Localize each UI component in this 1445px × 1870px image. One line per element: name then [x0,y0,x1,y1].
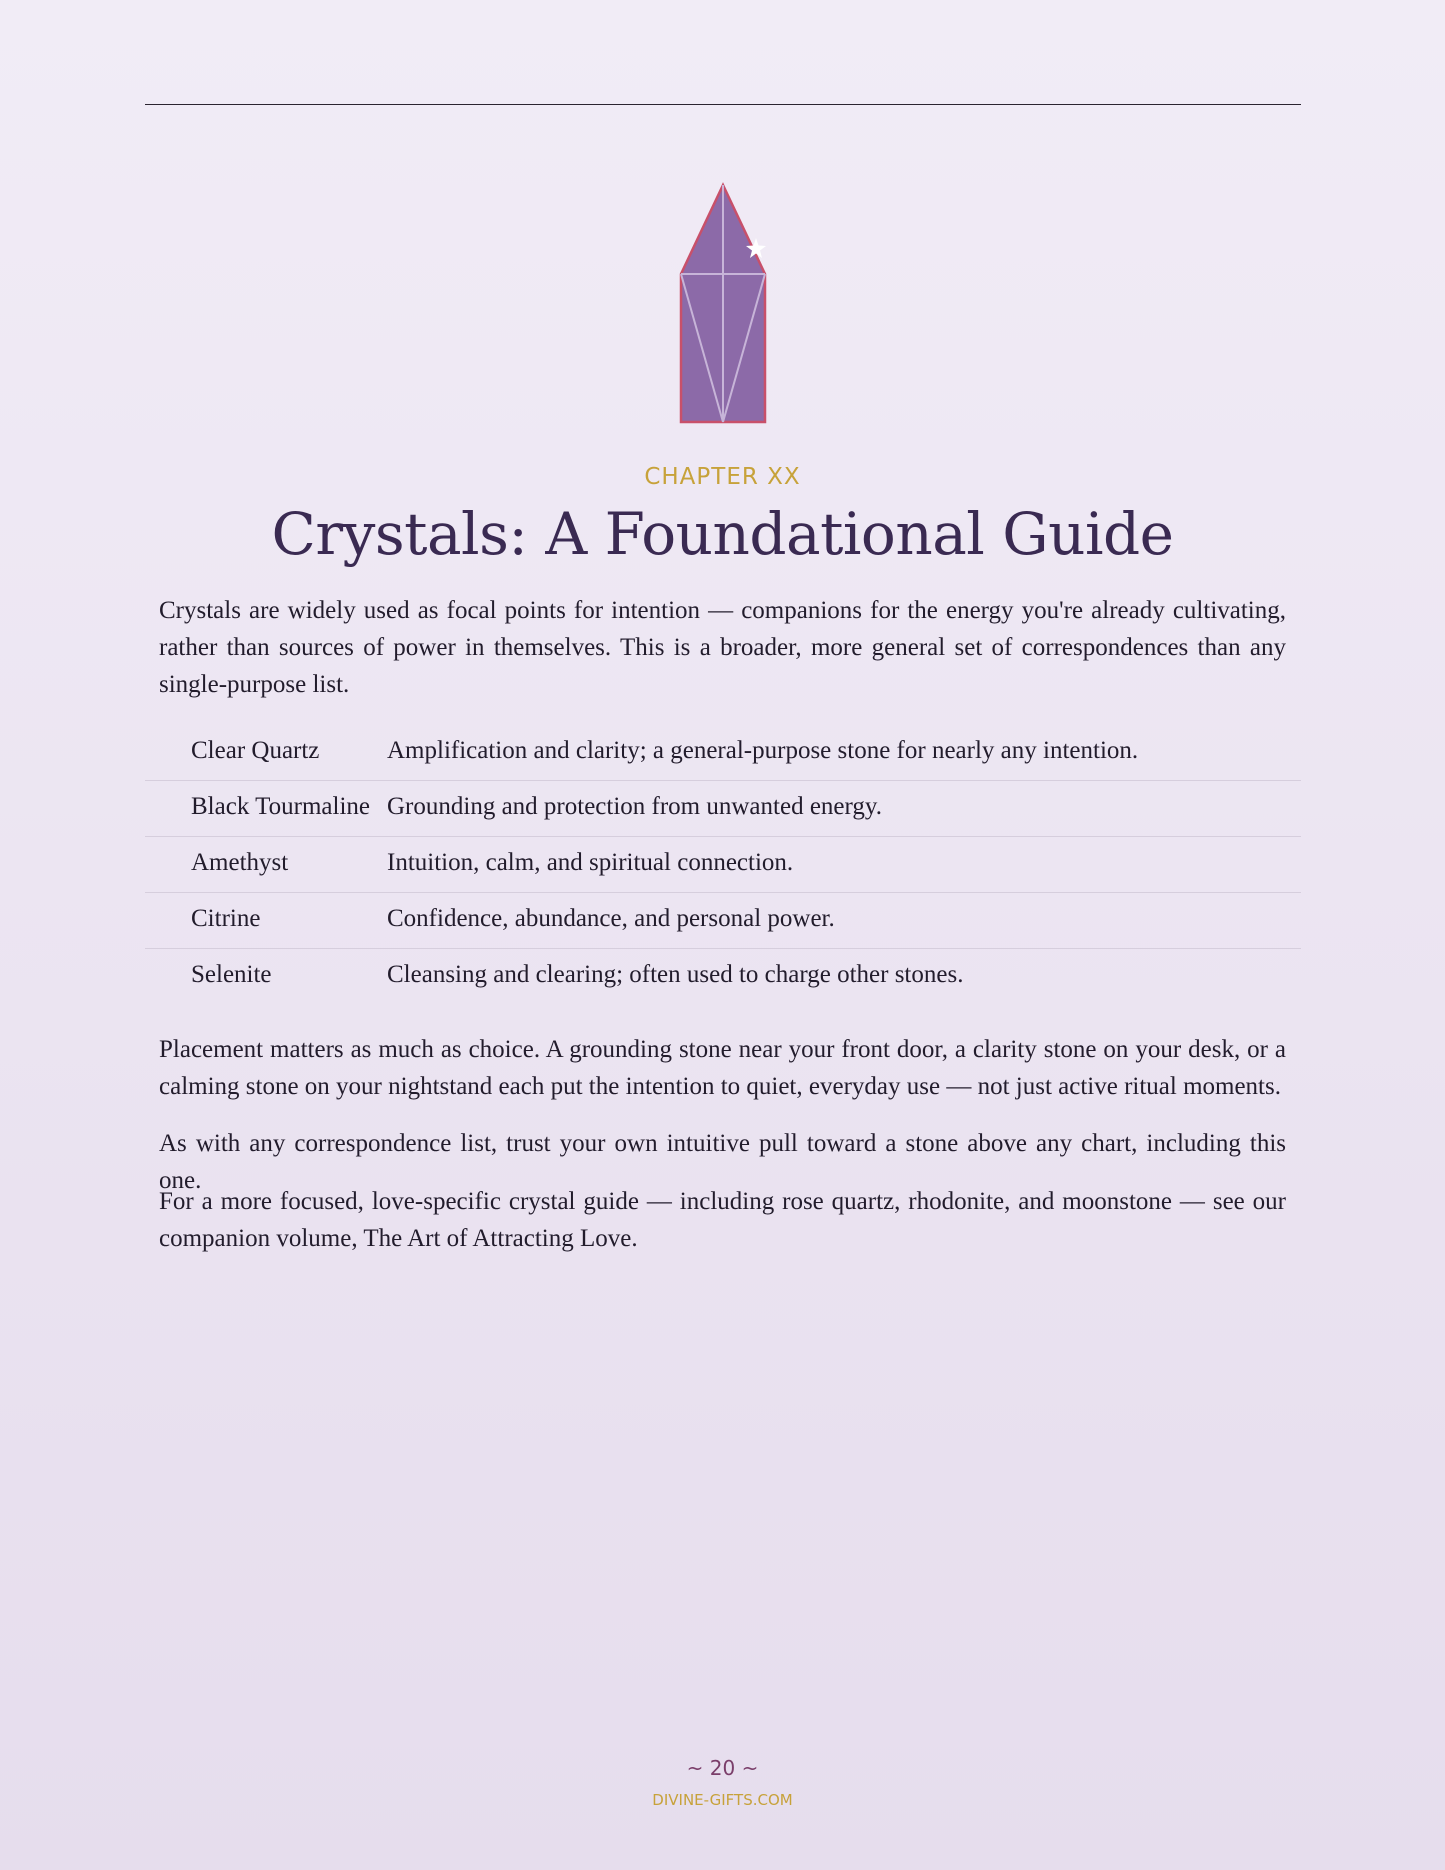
top-divider [145,104,1301,105]
page-number: ~ 20 ~ [686,1756,759,1780]
table-row [145,733,1301,781]
stone-name: Clear Quartz [191,737,320,764]
table-row [145,845,1301,893]
footer-site-name: DIVINE-GIFTS.COM [652,1791,793,1809]
intro-paragraph: Crystals are widely used as focal points for intention — companions for the energy you're already cultivating, rather than sources of power in themselves. This is a broader, more general set of correspondences than any single-purpose list. [159,597,1286,698]
stone-name: Selenite [191,961,272,988]
stone-meaning: Confidence, abundance, and personal power. [387,905,835,932]
stone-meaning: Grounding and protection from unwanted energy. [387,793,883,820]
stone-meaning: Cleansing and clearing; often used to charge other stones. [387,961,964,988]
placement-paragraph: Placement matters as much as choice. A grounding stone near your front door, a clarity stone on your desk, or a calming stone on your nightstand each put the intention to quiet, everyday use — not just active ritual moments. [159,1036,1286,1100]
chapter-label: CHAPTER XX [644,464,801,490]
stone-meaning: Intuition, calm, and spiritual connection. [387,849,794,876]
stone-name: Black Tourmaline [191,793,370,820]
crystal-correspondence-table [145,733,1301,1012]
table-row [145,957,1301,1004]
stone-name: Amethyst [191,849,289,876]
intuition-paragraph: As with any correspondence list, trust your own intuitive pull toward a stone above any chart, including this one. [159,1130,1286,1194]
table-row [145,789,1301,837]
crystal-icon [667,180,779,430]
companion-volume-paragraph: For a more focused, love-specific crystal guide — including rose quartz, rhodonite, and moonstone — see our companion volume, The Art of Attracting Love. [159,1188,1286,1252]
table-row [145,901,1301,949]
stone-name: Citrine [191,905,261,932]
stone-meaning: Amplification and clarity; a general-purpose stone for nearly any intention. [387,737,1139,764]
page-title: Crystals: A Foundational Guide [271,500,1174,568]
